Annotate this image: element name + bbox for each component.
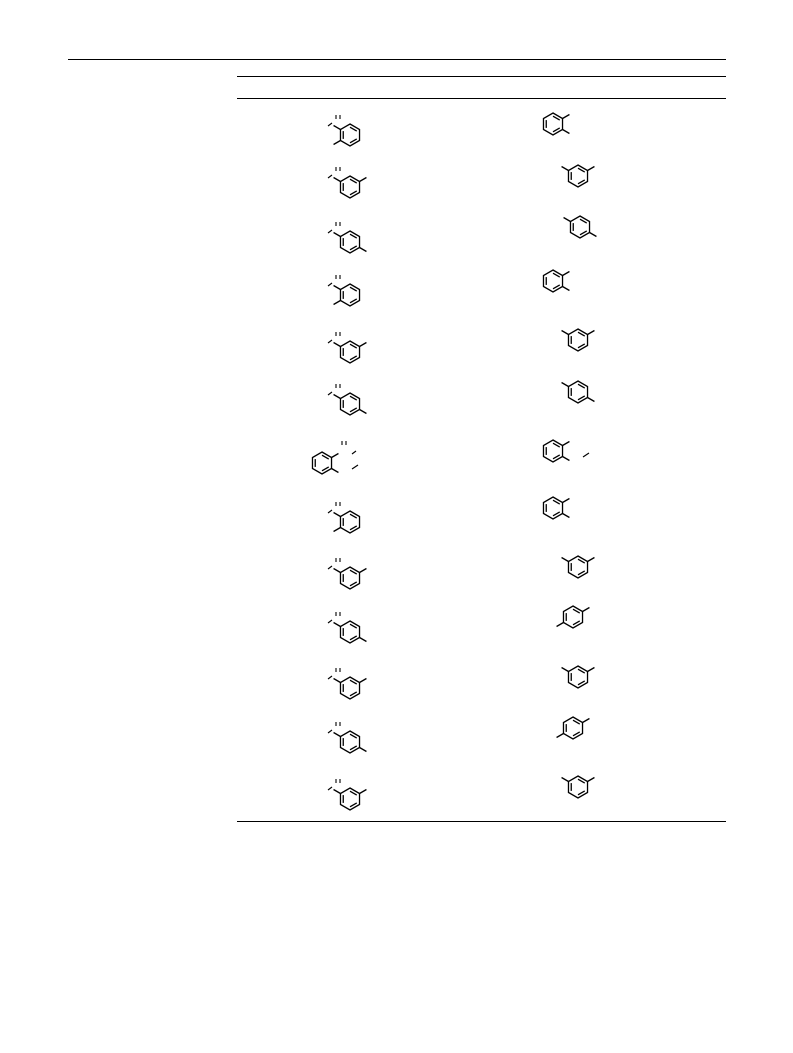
structure-right-13 [562, 776, 595, 798]
structure-left-2 [328, 167, 366, 198]
structure-left-6 [328, 384, 366, 415]
structure-left-12 [328, 722, 366, 753]
structure-right-11 [562, 666, 595, 688]
structure-left-8 [328, 502, 360, 533]
structure-right-3 [564, 216, 597, 238]
structure-left-13 [328, 779, 366, 810]
structure-left-11 [328, 668, 366, 699]
structure-right-1 [543, 113, 569, 135]
structure-left-10 [328, 612, 366, 643]
structure-right-5 [562, 329, 595, 351]
structure-left-1 [328, 115, 360, 146]
structure-right-12 [557, 717, 590, 739]
structure-right-10 [557, 606, 590, 628]
structure-left-5 [328, 332, 366, 363]
structure-left-7 [312, 441, 358, 474]
structure-left-3 [328, 222, 366, 253]
structure-right-2 [562, 165, 595, 187]
structure-left-9 [328, 558, 366, 589]
structure-right-6 [562, 381, 595, 403]
structure-left-4 [328, 275, 360, 306]
structure-right-4 [543, 270, 569, 292]
structure-right-9 [562, 556, 595, 578]
structure-right-8 [543, 497, 569, 519]
structure-right-7 [543, 440, 589, 462]
